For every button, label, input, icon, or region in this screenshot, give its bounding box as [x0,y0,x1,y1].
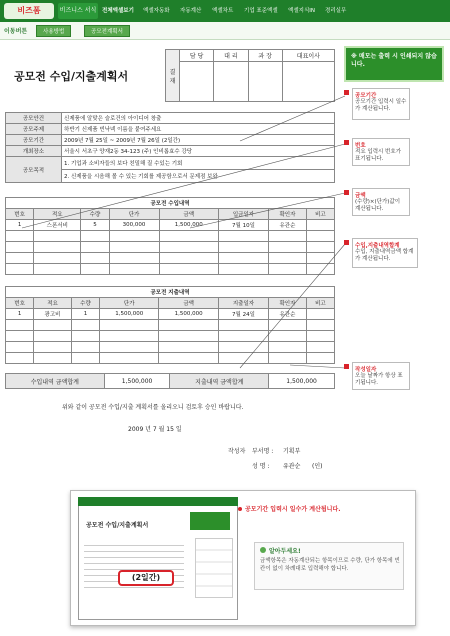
cell[interactable]: 유관순 [269,220,307,231]
cell[interactable]: 1,500,000 [159,220,218,231]
col-header: 단가 [109,209,159,220]
info-value[interactable]: 서울시 서초구 양재2동 34-123 (주) 인비롭효수 강당 [62,146,335,157]
nav-item-excel-chart[interactable]: 엑셀차트 [212,8,234,14]
cell[interactable]: 7월 10일 [218,220,268,231]
approval-col-ceo: 대표이사 [282,50,334,62]
mini-notes [195,538,233,598]
note-body: 공모기간 입력시 일수가 계산됩니다. [355,99,407,112]
bizforms-logo[interactable]: 비즈폼 [4,3,54,19]
cell[interactable]: 스폰서비 [34,220,81,231]
name-value[interactable]: 유관순 [283,463,301,470]
info-value[interactable]: 하반기 신제품 빈낙넥 이름을 붙여주세요 [62,124,335,135]
approval-statement: 위와 같이 공모전 수입/지출 계획서를 올리오니 검토후 승인 바랍니다. [62,404,244,411]
sub-nav-label: 이동버튼 [4,28,28,35]
income-total-value: 1,500,000 [104,374,170,389]
tip-icon [260,547,266,553]
nav-item-excel-knowledge[interactable]: 엑셀지식IN [288,8,315,14]
info-label: 공모기간 [6,135,62,146]
info-label: 공모주제 [6,124,62,135]
info-value[interactable]: 신제품에 알맞은 슬로건의 아이디어 창출 [62,113,335,124]
note-totals [352,238,418,268]
nav-item-excel-automation[interactable]: 엑셀자동화 [143,8,170,14]
mini-nav-bar [78,497,238,506]
cell[interactable]: 1 [6,220,34,231]
info-value[interactable]: 2. 신제품을 시음해 볼 수 있는 기회를 제공함으로서 문제점 보완 [62,170,335,183]
note-title: 금액 [355,193,366,199]
note-title: 작성일자 [355,367,377,373]
info-label: 공모안건 [6,113,62,124]
note-body: (수량)×(단가)값이 계산됩니다. [355,199,401,212]
cell[interactable]: 5 [81,220,109,231]
tab-how-to-use[interactable]: 사용방법 [36,25,71,37]
income-title: 공모전 수입내역 [6,198,335,209]
approval-col-manager: 과 장 [248,50,282,62]
cell[interactable]: 1,500,000 [100,309,159,320]
income-total-label: 수입내역 금액합계 [6,374,105,389]
author-label: 작성자 [228,448,246,455]
mini-title: 공모전 수입/지출계획서 [86,522,149,529]
cell[interactable]: 7월 24일 [218,309,268,320]
col-header: 지출일자 [218,298,268,309]
col-header: 번호 [6,209,34,220]
period-callout: (2일간) [118,570,174,586]
col-header: 확인자 [269,209,307,220]
tab-contest-plan[interactable]: 공모전계획서 [84,25,130,37]
note-date [352,362,410,390]
name-label: 성 명 : [252,463,270,470]
preview-caption: 공모기간 입력시 일수가 계산됩니다. [245,506,341,513]
mini-memo-banner [190,512,230,530]
caption-bullet [238,507,242,511]
col-header: 금액 [159,298,218,309]
info-label: 공모목적 [6,157,62,183]
col-header: 입금일자 [218,209,268,220]
cell[interactable]: 광고비 [34,309,72,320]
cell[interactable]: 1 [71,309,99,320]
col-header: 적요 [34,298,72,309]
tip-title: 알아두세요! [269,548,301,555]
approval-col-assistant: 대 리 [214,50,248,62]
col-header: 번호 [6,298,34,309]
nav-item-auto-calc[interactable]: 자동계산 [180,8,202,14]
connector-line [22,144,345,228]
dept-value[interactable]: 기획부 [283,448,301,455]
expense-total-value: 1,500,000 [269,374,335,389]
col-header: 확인자 [269,298,307,309]
note-amount [352,188,410,216]
seal-mark: (인) [312,463,323,470]
brand-badge[interactable]: 비즈니스 서식 [58,3,98,19]
note-title: 공모기간 [355,93,377,99]
col-header: 수량 [81,209,109,220]
note-body: 적요 입력시 번호가 표기됩니다. [355,149,402,162]
document-title: 공모전 수입/지출계획서 [14,70,129,83]
col-header: 단가 [100,298,159,309]
connector-line [240,244,345,368]
note-marker [344,240,349,245]
approval-col-staff: 담 당 [180,50,214,62]
approval-head: 결재 [166,50,180,102]
note-marker [344,190,349,195]
nav-item-all-excel[interactable]: 전체엑셀보기 [102,8,134,14]
note-body: 수입, 지출내역금액 합계가 계산됩니다. [355,249,414,262]
tip-body: 금액항목은 자동계산되는 항목이므로 수량, 단가 항목에 빈칸이 없이 차례대로 입력해야 합니다. [260,558,400,572]
cell[interactable]: 1,500,000 [159,309,218,320]
note-marker [344,140,349,145]
cell[interactable]: 유관순 [269,309,307,320]
connector-line [240,96,345,141]
note-period [352,88,410,120]
info-label: 개최장소 [6,146,62,157]
nav-item-accounting[interactable]: 경리실무 [325,8,347,14]
note-number [352,138,410,166]
print-memo-banner: ※ 매모는 출력 시 인쇄되지 않습니다. [344,46,444,82]
col-header: 금액 [159,209,218,220]
info-value[interactable]: 2009년 7월 25일 ~ 2009년 7월 26일 (2일간) [62,135,335,146]
note-title: 수입,지출내역합계 [355,243,400,249]
col-header: 수량 [71,298,99,309]
note-marker [344,90,349,95]
connector-line [190,193,345,228]
cell[interactable]: 1 [6,309,34,320]
cell[interactable]: 300,000 [109,220,159,231]
nav-item-standard-excel[interactable]: 기업 표준엑셀 [244,8,278,14]
expense-title: 공모전 지출내역 [6,287,335,298]
connector-line [290,365,345,368]
document-date[interactable]: 2009 년 7 월 15 일 [128,426,182,433]
note-title: 번호 [355,143,366,149]
expense-total-label: 지출내역 금액합계 [170,374,269,389]
info-value[interactable]: 1. 기업과 소비자들의 보다 친밀해 질 수있는 기회 [62,157,335,170]
col-header: 비고 [306,209,334,220]
note-marker [344,364,349,369]
note-body: 오늘 날짜가 항상 표기됩니다. [355,373,403,386]
col-header: 비고 [306,298,334,309]
col-header: 적요 [34,209,81,220]
dept-label: 부서명 : [252,448,274,455]
